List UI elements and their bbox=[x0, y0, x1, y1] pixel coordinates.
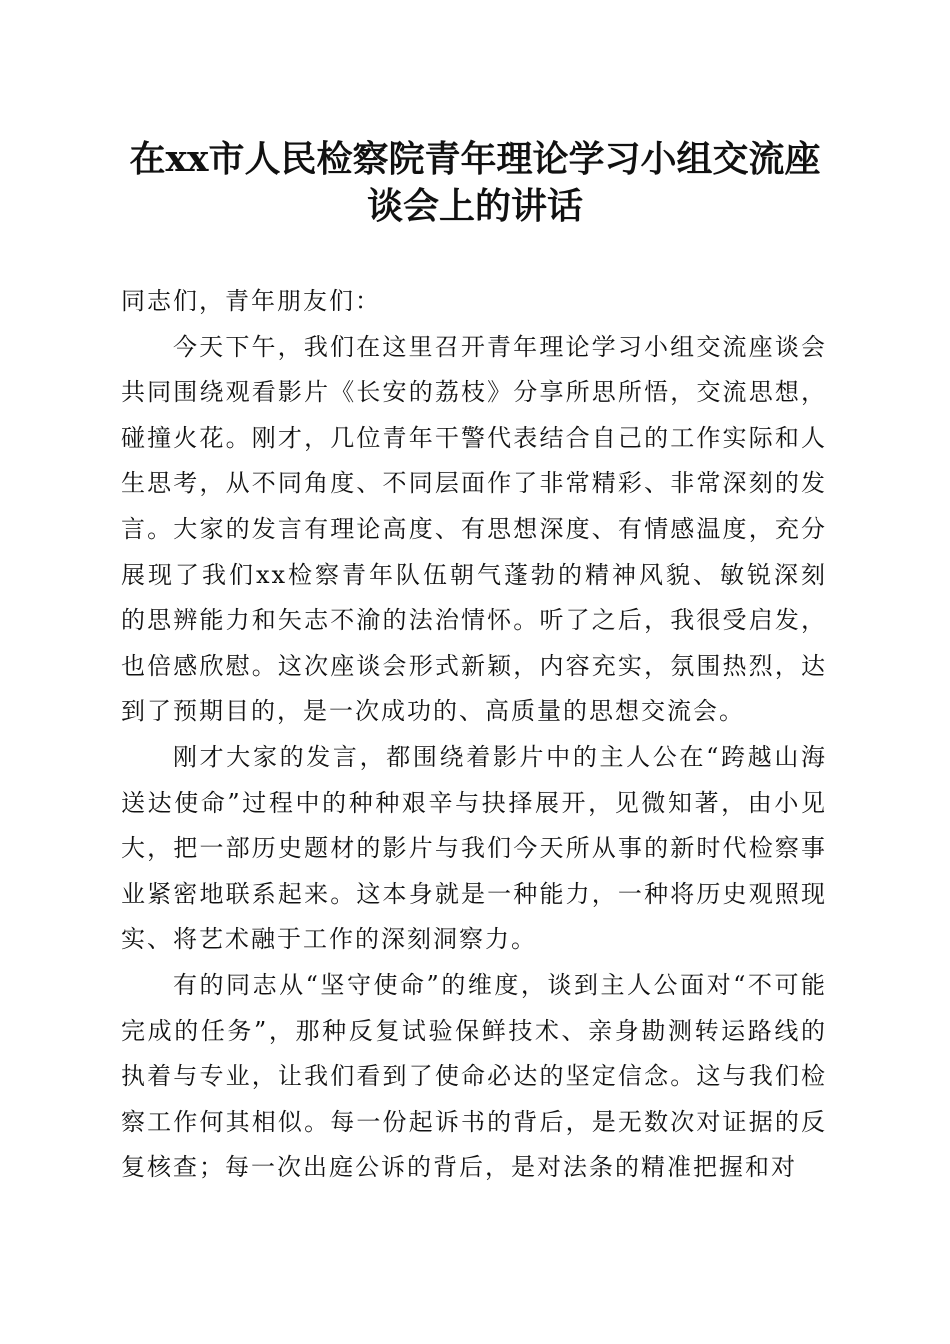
paragraph-3: 有的同志从“坚守使命”的维度，谈到主人公面对“不可能完成的任务”，那种反复试验保鲜技术、亲身勘测转运路线的执着与专业，让我们看到了使命必达的坚定信念。这与我们检察工作何其相似。每一份起诉书的背后，是无数次对证据的反复核查；每一次出庭公诉的背后，是对法条的精准把握和对 bbox=[121, 970, 827, 1182]
salutation: 同志们，青年朋友们： bbox=[121, 287, 381, 315]
document-title bbox=[110, 136, 840, 230]
document-body bbox=[121, 279, 827, 1191]
paragraph-2: 刚才大家的发言，都围绕着影片中的主人公在“跨越山海送达使命”过程中的种种艰辛与抉择展开，见微知著，由小见大，把一部历史题材的影片与我们今天所从事的新时代检察事业紧密地联系起来。这本身就是一种能力，一种将历史观照现实、将艺术融于工作的深刻洞察力。 bbox=[121, 742, 827, 954]
paragraph-1: 今天下午，我们在这里召开青年理论学习小组交流座谈会共同围绕观看影片《长安的荔枝》分享所思所悟，交流思想，碰撞火花。刚才，几位青年干警代表结合自己的工作实际和人生思考，从不同角度、不同层面作了非常精彩、非常深刻的发言。大家的发言有理论高度、有思想深度、有情感温度，充分展现了我们xx检察青年队伍朝气蓬勃的精神风貌、敏锐深刻的思辨能力和矢志不渝的法治情怀。听了之后，我很受启发，也倍感欣慰。这次座谈会形式新颖，内容充实，氛围热烈，达到了预期目的，是一次成功的、高质量的思想交流会。 bbox=[121, 332, 827, 726]
title-line-1: 在xx市人民检察院青年理论学习小组交流座 bbox=[129, 138, 821, 180]
title-line-2: 谈会上的讲话 bbox=[366, 185, 583, 227]
